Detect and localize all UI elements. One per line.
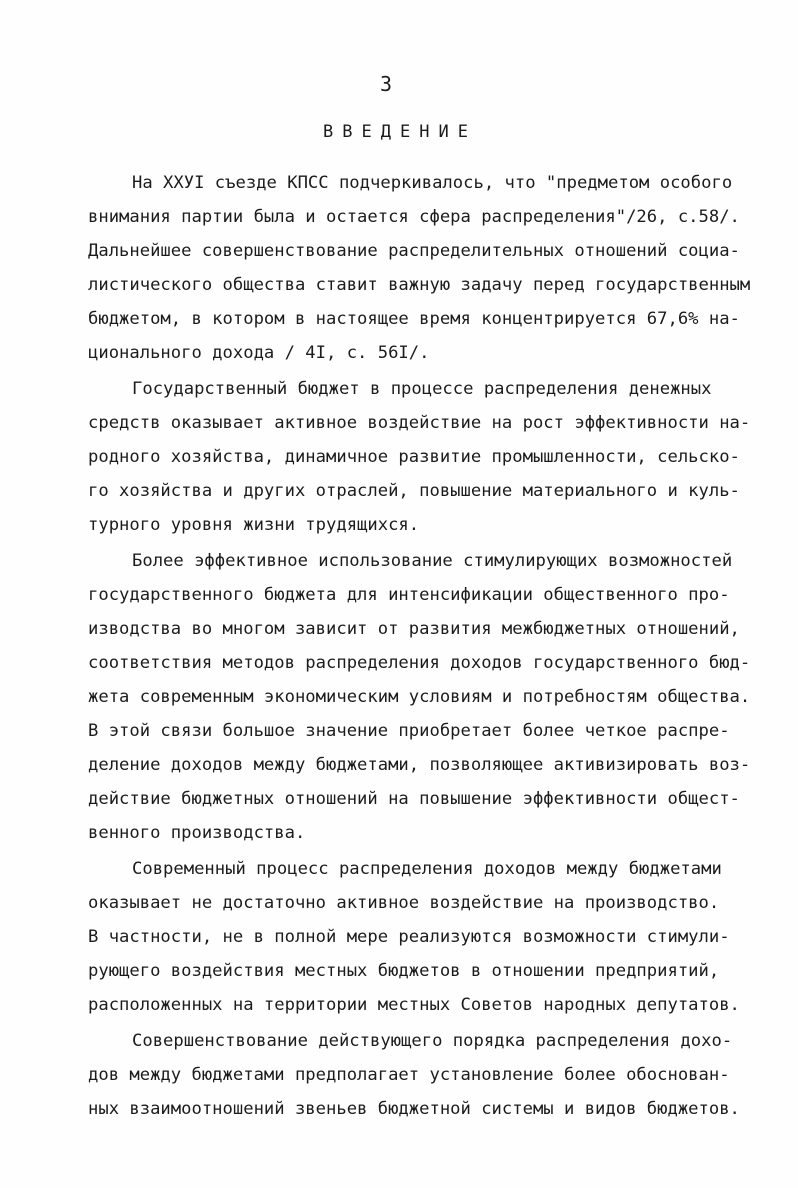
text-line: На XXУI съезде КПСС подчеркивалось, что "предметом особого [132, 173, 733, 193]
text-line: расположенных на территории местных Советов народных депутатов. [88, 995, 740, 1015]
text-line: родного хозяйства, динамичное развитие промышленности, сельско- [88, 447, 740, 467]
text-line: ционального дохода / 4I, с. 56I/. [88, 343, 430, 363]
text-line: оказывает не достаточно активное воздействие на производство. [88, 893, 720, 913]
text-line: В частности, не в полной мере реализуются возможности стимули- [88, 927, 730, 947]
text-line: Дальнейшее совершенствование распределительных отношений социа- [88, 241, 740, 261]
text-line: го хозяйства и других отраслей, повышение материального и куль- [88, 481, 740, 501]
text-line: Совершенствование действующего порядка распределения дохо- [132, 1031, 733, 1051]
text-line: листического общества ставит важную задачу перед государственным [88, 275, 751, 295]
text-line: изводства во многом зависит от развития межбюджетных отношений, [88, 619, 740, 639]
text-line: рующего воздействия местных бюджетов в отношении предприятий, [88, 961, 720, 981]
text-line: соответствия методов распределения доходов государственного бюд- [88, 653, 751, 673]
text-line: турного уровня жизни трудящихся. [88, 515, 420, 535]
text-line: ных взаимоотношений звеньев бюджетной системы и видов бюджетов. [88, 1099, 740, 1119]
text-line: Государственный бюджет в процессе распределения денежных [132, 379, 712, 399]
text-line: действие бюджетных отношений на повышение эффективности общест- [88, 789, 740, 809]
text-line: внимания партии была и остается сфера распределения"/26, с.58/. [88, 207, 740, 227]
text-line: венного производства. [88, 823, 306, 843]
text-line: Современный процесс распределения доходов между бюджетами [132, 859, 722, 879]
page-number: 3 [379, 72, 393, 96]
text-line: бюджетом, в котором в настоящее время концентрируется 67,6% на- [88, 309, 740, 329]
text-line: государственного бюджета для интенсификации общественного про- [88, 585, 730, 605]
text-line: В этой связи большое значение приобретает более четкое распре- [88, 721, 730, 741]
text-line: деление доходов между бюджетами, позволяющее активизировать воз- [88, 755, 751, 775]
text-line: Более эффективное использование стимулирующих возможностей [132, 551, 733, 571]
text-line: дов между бюджетами предполагает установление более обоснован- [88, 1065, 730, 1085]
text-line: жета современным экономическим условиям и потребностям общества. [88, 687, 751, 707]
text-line: средств оказывает активное воздействие на рост эффективности на- [88, 413, 751, 433]
section-heading: ВВЕДЕНИЕ [323, 122, 477, 142]
